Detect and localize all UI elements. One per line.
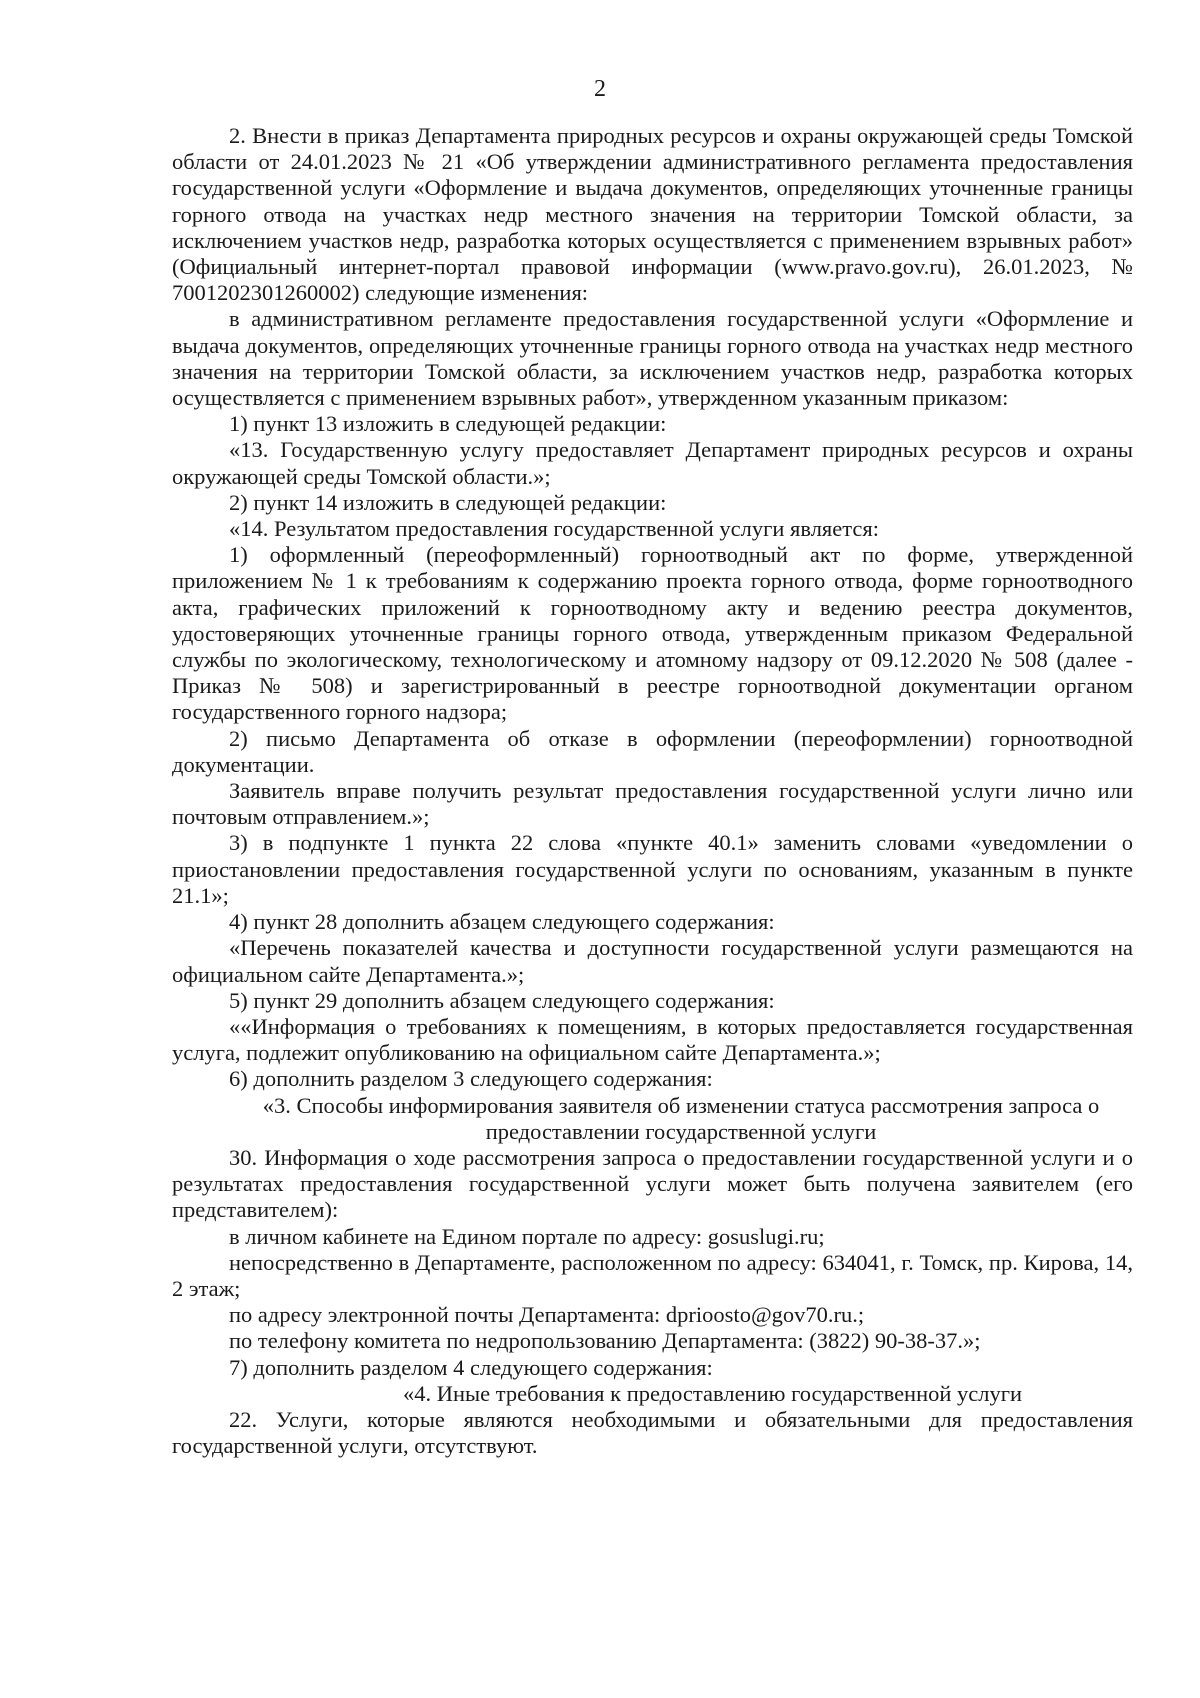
paragraph: 1) оформленный (переоформленный) горноотводный акт по форме, утвержденной приложением № 1 к требованиям к содержанию проекта горного отвода, форме горноотводного акта, графических приложений к горноотводному акту и ведению реестра документов, удостоверяющих уточненные границы горного отвода, утвержденным приказом Федеральной службы по экологическому, технологическому и атомному надзору от 09.12.2020 № 508 (далее - Приказ № 508) и зарегистрированный в реестре горноотводной документации органом государственного горного надзора; [172,542,1133,725]
paragraph: ««Информация о требованиях к помещениям, в которых предоставляется государственная услуга, подлежит опубликованию на официальном сайте Департамента.»; [172,1013,1133,1066]
page-number: 2 [594,76,606,102]
paragraph: в личном кабинете на Едином портале по адресу: gosuslugi.ru; [229,1223,825,1249]
paragraph: «14. Результатом предоставления государственной услуги является: [229,516,879,542]
paragraph: 22. Услуги, которые являются необходимыми и обязательными для предоставления государственной услуги, отсутствуют. [172,1406,1133,1459]
paragraph: 2) пункт 14 изложить в следующей редакции: [229,489,667,515]
paragraph: 6) дополнить разделом 3 следующего содержания: [229,1066,713,1092]
section-heading: «3. Способы информирования заявителя об изменении статуса рассмотрения запроса о предоставлении государственной услуги [262,1092,1100,1144]
paragraph: непосредственно в Департаменте, расположенном по адресу: 634041, г. Томск, пр. Кирова, 14, 2 этаж; [172,1249,1133,1301]
section-heading: «4. Иные требования к предоставлению государственной услуги [402,1380,1023,1406]
paragraph: 5) пункт 29 дополнить абзацем следующего содержания: [229,987,775,1013]
paragraph: «13. Государственную услугу предоставляет Департамент природных ресурсов и охраны окружающей среды Томской области.»; [172,437,1133,489]
paragraph: 2) письмо Департамента об отказе в оформлении (переоформлении) горноотводной документации. [172,725,1133,777]
paragraph: по адресу электронной почты Департамента: dprioosto@gov70.ru.; [229,1302,865,1328]
paragraph: 4) пункт 28 дополнить абзацем следующего содержания: [229,909,775,935]
paragraph: 2. Внести в приказ Департамента природных ресурсов и охраны окружающей среды Томской области от 24.01.2023 № 21 «Об утверждении административного регламента предоставления государственной услуги «Оформление и выдача документов, определяющих уточненные границы горного отвода на участках недр местного значения на территории Томской области, за исключением участков недр, разработка которых осуществляется с применением взрывных работ» (Официальный интернет-портал правовой информации (www.pravo.gov.ru), 26.01.2023, № 7001202301260002) следующие изменения: [172,123,1133,306]
paragraph: 7) дополнить разделом 4 следующего содержания: [229,1354,713,1380]
paragraph: 3) в подпункте 1 пункта 22 слова «пункте 40.1» заменить словами «уведомлении о приостановлении предоставления государственной услуги по основаниям, указанным в пункте 21.1»; [172,830,1133,908]
paragraph: 1) пункт 13 изложить в следующей редакции: [229,411,667,437]
paragraph: по телефону комитета по недропользованию Департамента: (3822) 90-38-37.»; [229,1328,981,1354]
paragraph: 30. Информация о ходе рассмотрения запроса о предоставлении государственной услуги и о результатах предоставления государственной услуги может быть получена заявителем (его представителем): [172,1144,1133,1223]
paragraph: «Перечень показателей качества и доступности государственной услуги размещаются на официальном сайте Департамента.»; [172,935,1133,987]
document-body [172,123,1133,1459]
paragraph: Заявитель вправе получить результат предоставления государственной услуги лично или почтовым отправлением.»; [172,778,1133,830]
paragraph: в административном регламенте предоставления государственной услуги «Оформление и выдача документов, определяющих уточненные границы горного отвода на участках недр местного значения на территории Томской области, за исключением участков недр, разработка которых осуществляется с применением взрывных работ», утвержденном указанным приказом: [172,306,1133,411]
